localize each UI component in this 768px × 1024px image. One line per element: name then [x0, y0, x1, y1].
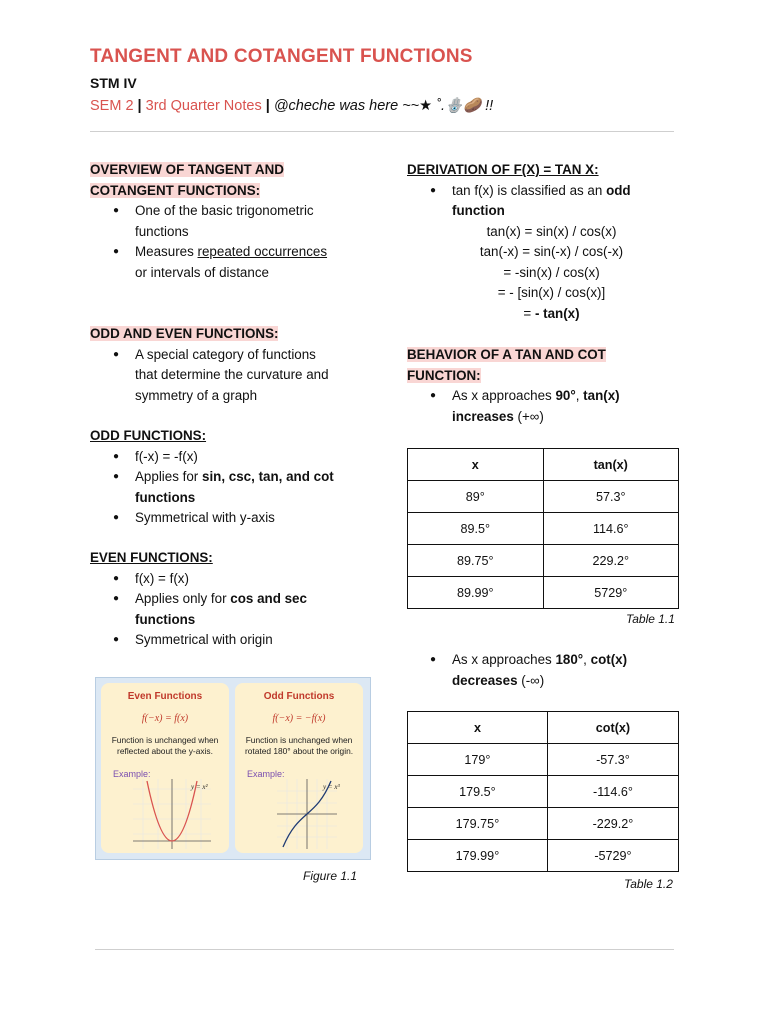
cot-table	[407, 711, 679, 872]
column-header: cot(x)	[547, 712, 678, 744]
even-odd-figure	[95, 677, 371, 860]
odd-panel-title: Odd Functions	[263, 691, 335, 702]
equation-line: tan(-x) = sin(-x) / cos(-x)	[479, 244, 624, 259]
overview-section	[90, 160, 380, 283]
odd-panel-example: Example:	[247, 769, 285, 779]
page-title: TANGENT AND COTANGENT FUNCTIONS	[90, 46, 473, 67]
equation-line: = - [sin(x) / cos(x)]	[497, 285, 606, 300]
derivation-heading: DERIVATION OF F(X) = TAN X:	[407, 162, 599, 177]
even-functions-section	[90, 548, 380, 651]
table-cell: 89.5°	[408, 513, 544, 545]
list-item: ● Measures repeated occurrences or intervals of distance	[135, 242, 380, 283]
overview-heading-2: COTANGENT FUNCTIONS:	[90, 182, 261, 198]
list-item: ● As x approaches 90°, tan(x) increases (+∞)	[452, 386, 682, 427]
odd-functions-heading: ODD FUNCTIONS:	[90, 428, 207, 443]
list-item: ● f(x) = f(x)	[135, 569, 380, 590]
table-caption: Table 1.2	[624, 877, 673, 891]
table-cell: 179.75°	[408, 808, 548, 840]
table-cell: -57.3°	[547, 744, 678, 776]
even-functions-heading: EVEN FUNCTIONS:	[90, 550, 213, 565]
list-item: ● Symmetrical with y-axis	[135, 508, 380, 529]
table-header-row	[408, 449, 679, 481]
sem-label: SEM 2	[90, 98, 134, 114]
author-handle: @cheche was here ~~★ ˚.🪬🥔 !!	[273, 98, 494, 114]
table-caption: Table 1.1	[626, 612, 675, 626]
footer-divider	[95, 949, 674, 950]
odd-graph-label: y = x³	[323, 783, 340, 791]
table-row	[408, 840, 679, 872]
derivation-equations	[407, 222, 682, 325]
column-header: x	[408, 712, 548, 744]
even-panel-description: Function is unchanged when reflected about the y-axis.	[111, 735, 219, 756]
odd-even-heading: ODD AND EVEN FUNCTIONS:	[90, 326, 279, 341]
even-graph-label: y = x²	[191, 783, 208, 791]
column-header: tan(x)	[543, 449, 679, 481]
list-item: ● As x approaches 180°, cot(x) decreases (-∞)	[452, 650, 682, 691]
table-cell: 57.3°	[543, 481, 679, 513]
list-item: ● Applies for sin, csc, tan, and cot functions	[135, 467, 380, 508]
odd-functions-panel	[235, 683, 363, 853]
odd-panel-description: Function is unchanged when rotated 180° about the origin.	[244, 735, 354, 756]
odd-even-section	[90, 324, 380, 406]
table-cell: 229.2°	[543, 545, 679, 577]
behavior-heading-2: FUNCTION:	[407, 367, 481, 383]
column-header: x	[408, 449, 544, 481]
table-cell: 89°	[408, 481, 544, 513]
equation-line: tan(x) = sin(x) / cos(x)	[486, 223, 617, 239]
list-item: ● A special category of functions that determine the curvature and symmetry of a graph	[135, 345, 380, 407]
table-row	[408, 545, 679, 577]
equation-line: = -sin(x) / cos(x)	[503, 264, 600, 280]
figure-caption: Figure 1.1	[303, 869, 358, 883]
list-item: ● One of the basic trigonometric functions	[135, 201, 380, 242]
behavior-section	[407, 345, 682, 427]
even-panel-example: Example:	[113, 769, 151, 779]
table-row	[408, 577, 679, 609]
table-row	[408, 744, 679, 776]
list-item: ● f(-x) = -f(x)	[135, 447, 380, 468]
table-cell: 179.5°	[408, 776, 548, 808]
table-cell: 179.99°	[408, 840, 548, 872]
table-cell: 179°	[408, 744, 548, 776]
table-cell: 5729°	[543, 577, 679, 609]
equation-line: = - tan(x)	[523, 305, 580, 321]
table-row	[408, 513, 679, 545]
even-functions-panel	[101, 683, 229, 853]
odd-panel-formula: f(−x) = −f(x)	[272, 713, 326, 724]
header-divider	[90, 131, 674, 132]
table-header-row	[408, 712, 679, 744]
table-row	[408, 481, 679, 513]
even-panel-formula: f(−x) = f(x)	[141, 713, 189, 724]
table-cell: -229.2°	[547, 808, 678, 840]
odd-functions-section	[90, 426, 380, 529]
table-cell: 89.75°	[408, 545, 544, 577]
tan-table	[407, 448, 679, 609]
list-item: ● tan f(x) is classified as an odd function	[452, 181, 682, 222]
behavior-heading: BEHAVIOR OF A TAN AND COT	[407, 347, 606, 362]
page-subtitle: STM IV	[90, 75, 137, 91]
table-cell: -5729°	[547, 840, 678, 872]
quarter-label: 3rd Quarter Notes	[145, 98, 262, 114]
table-cell: -114.6°	[547, 776, 678, 808]
table-cell: 89.99°	[408, 577, 544, 609]
table-row	[408, 808, 679, 840]
separator: |	[261, 98, 274, 114]
table-cell: 114.6°	[543, 513, 679, 545]
cot-behavior	[407, 650, 682, 691]
overview-heading: OVERVIEW OF TANGENT AND	[90, 162, 284, 177]
derivation-section	[407, 160, 682, 324]
list-item: ● Symmetrical with origin	[135, 630, 380, 651]
header-meta	[90, 97, 493, 114]
even-panel-title: Even Functions	[127, 691, 203, 702]
table-row	[408, 776, 679, 808]
separator: |	[133, 98, 146, 114]
list-item: ● Applies only for cos and sec functions	[135, 589, 380, 630]
